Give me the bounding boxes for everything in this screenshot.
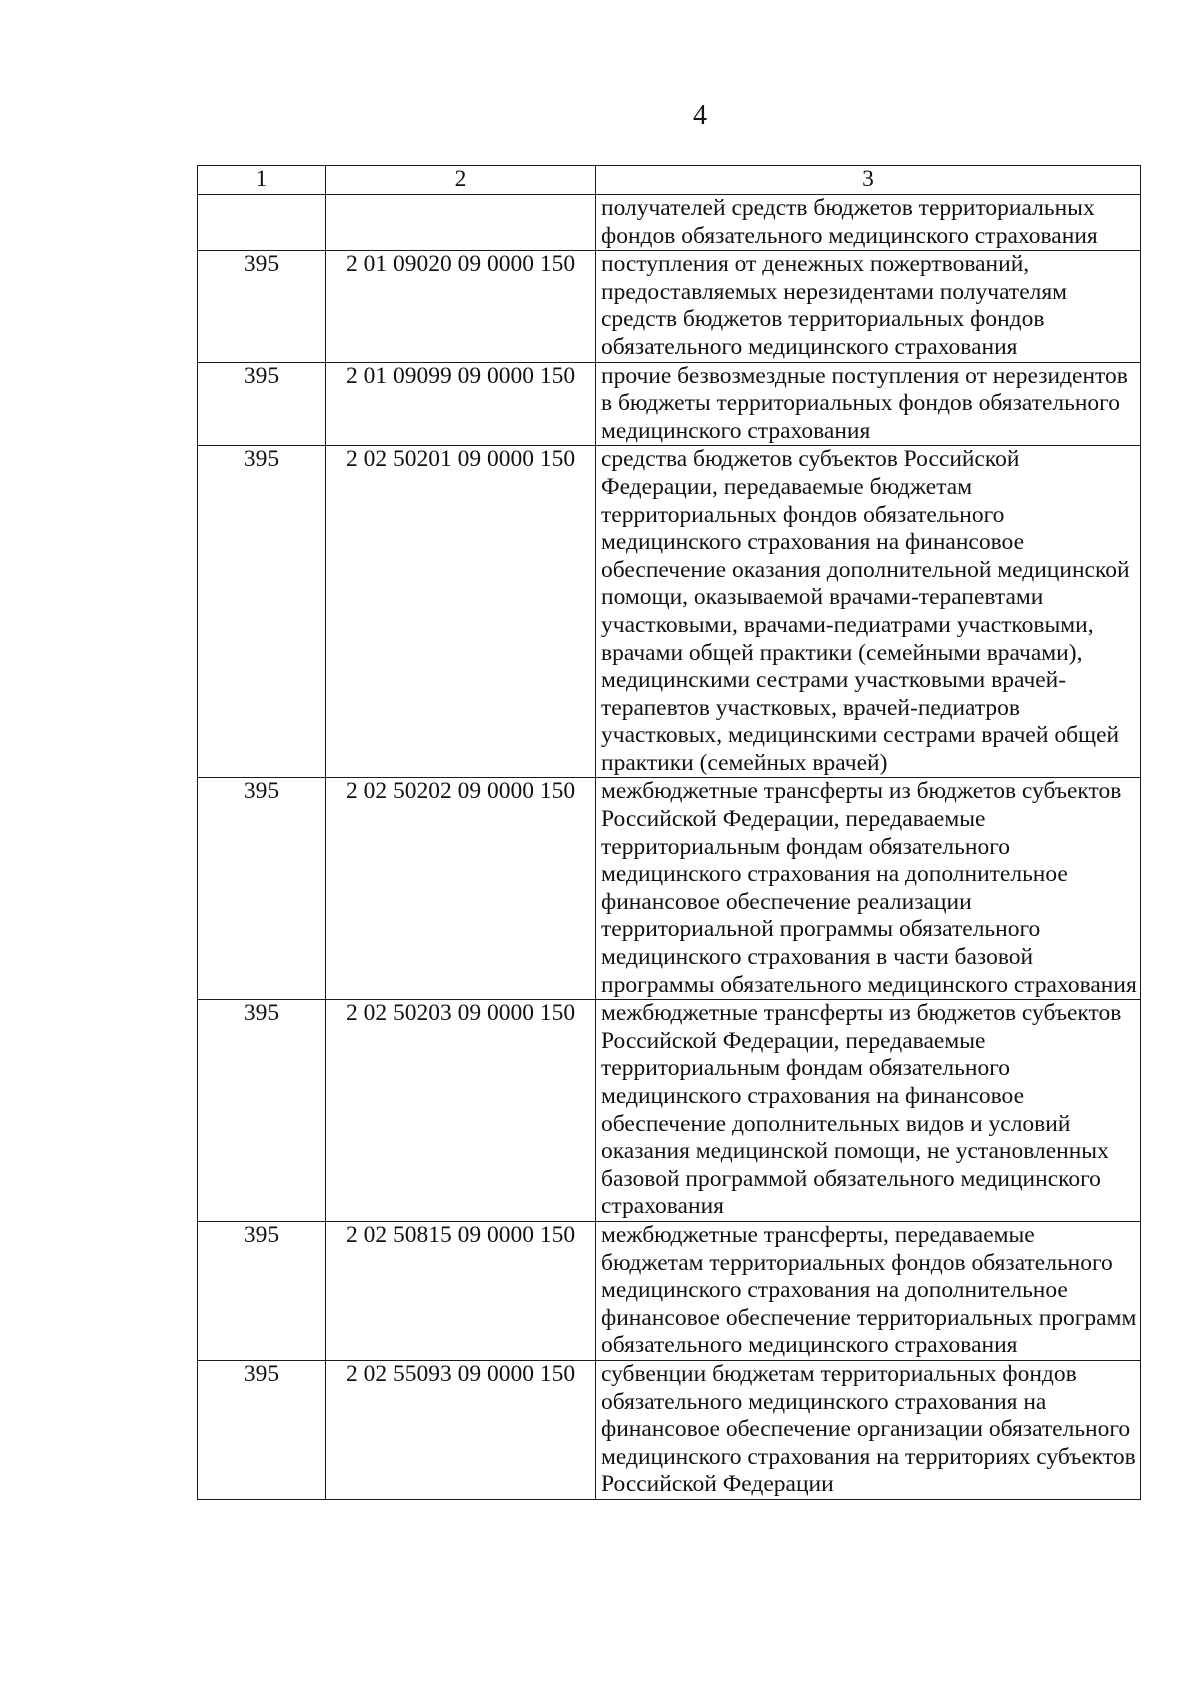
- income-name-cell: прочие безвозмездные поступления от нерезидентов в бюджеты территориальных фондов обязательного медицинского страхования: [596, 362, 1141, 446]
- admin-code-cell: 395: [198, 251, 326, 362]
- table-row: [198, 1360, 1141, 1499]
- admin-code-cell: 395: [198, 1221, 326, 1360]
- admin-code-cell: 395: [198, 362, 326, 446]
- admin-code-cell: 395: [198, 446, 326, 778]
- table-row: [198, 251, 1141, 362]
- budget-code-cell: [326, 195, 596, 251]
- table-row: [198, 446, 1141, 778]
- income-name-cell: межбюджетные трансферты из бюджетов субъектов Российской Федерации, передаваемые территориальным фондам обязательного медицинского страхования на дополнительное финансовое обеспечение реализации территориальной программы обязательного медицинского страхования в части базовой программы обязательного медицинского страхования: [596, 778, 1141, 1000]
- column-header-code: 2: [326, 166, 596, 195]
- table-row: [198, 1000, 1141, 1222]
- table-row: [198, 778, 1141, 1000]
- column-header-admin: 1: [198, 166, 326, 195]
- income-name-cell: получателей средств бюджетов территориальных фондов обязательного медицинского страхования: [596, 195, 1141, 251]
- page-number: 4: [693, 100, 707, 131]
- admin-code-cell: 395: [198, 1360, 326, 1499]
- admin-code-cell: 395: [198, 778, 326, 1000]
- table-row: [198, 1221, 1141, 1360]
- admin-code-cell: 395: [198, 1000, 326, 1222]
- income-codes-table: [197, 165, 1141, 1500]
- income-name-cell: межбюджетные трансферты, передаваемые бюджетам территориальных фондов обязательного медицинского страхования на дополнительное финансовое обеспечение территориальных программ обязательного медицинского страхования: [596, 1221, 1141, 1360]
- income-name-cell: поступления от денежных пожертвований, предоставляемых нерезидентами получателям средств бюджетов территориальных фондов обязательного медицинского страхования: [596, 251, 1141, 362]
- budget-code-cell: 2 02 50203 09 0000 150: [326, 1000, 596, 1222]
- income-name-cell: межбюджетные трансферты из бюджетов субъектов Российской Федерации, передаваемые территориальным фондам обязательного медицинского страхования на финансовое обеспечение дополнительных видов и условий оказания медицинской помощи, не установленных базовой программой обязательного медицинского страхования: [596, 1000, 1141, 1222]
- budget-code-cell: 2 02 55093 09 0000 150: [326, 1360, 596, 1499]
- budget-code-cell: 2 01 09099 09 0000 150: [326, 362, 596, 446]
- table-header-row: [198, 166, 1141, 195]
- budget-code-cell: 2 02 50202 09 0000 150: [326, 778, 596, 1000]
- admin-code-cell: [198, 195, 326, 251]
- table-row: [198, 362, 1141, 446]
- budget-code-cell: 2 02 50815 09 0000 150: [326, 1221, 596, 1360]
- income-name-cell: субвенции бюджетам территориальных фондов обязательного медицинского страхования на финансовое обеспечение организации обязательного медицинского страхования на территориях субъектов Российской Федерации: [596, 1360, 1141, 1499]
- column-header-name: 3: [596, 166, 1141, 195]
- budget-code-cell: 2 01 09020 09 0000 150: [326, 251, 596, 362]
- budget-code-cell: 2 02 50201 09 0000 150: [326, 446, 596, 778]
- table-row: [198, 195, 1141, 251]
- income-name-cell: средства бюджетов субъектов Российской Федерации, передаваемые бюджетам территориальных фондов обязательного медицинского страхования на финансовое обеспечение оказания дополнительной медицинской помощи, оказываемой врачами-терапевтами участковыми, врачами-педиатрами участковыми, врачами общей практики (семейными врачами), медицинскими сестрами участковыми врачей-терапевтов участковых, врачей-педиатров участковых, медицинскими сестрами врачей общей практики (семейных врачей): [596, 446, 1141, 778]
